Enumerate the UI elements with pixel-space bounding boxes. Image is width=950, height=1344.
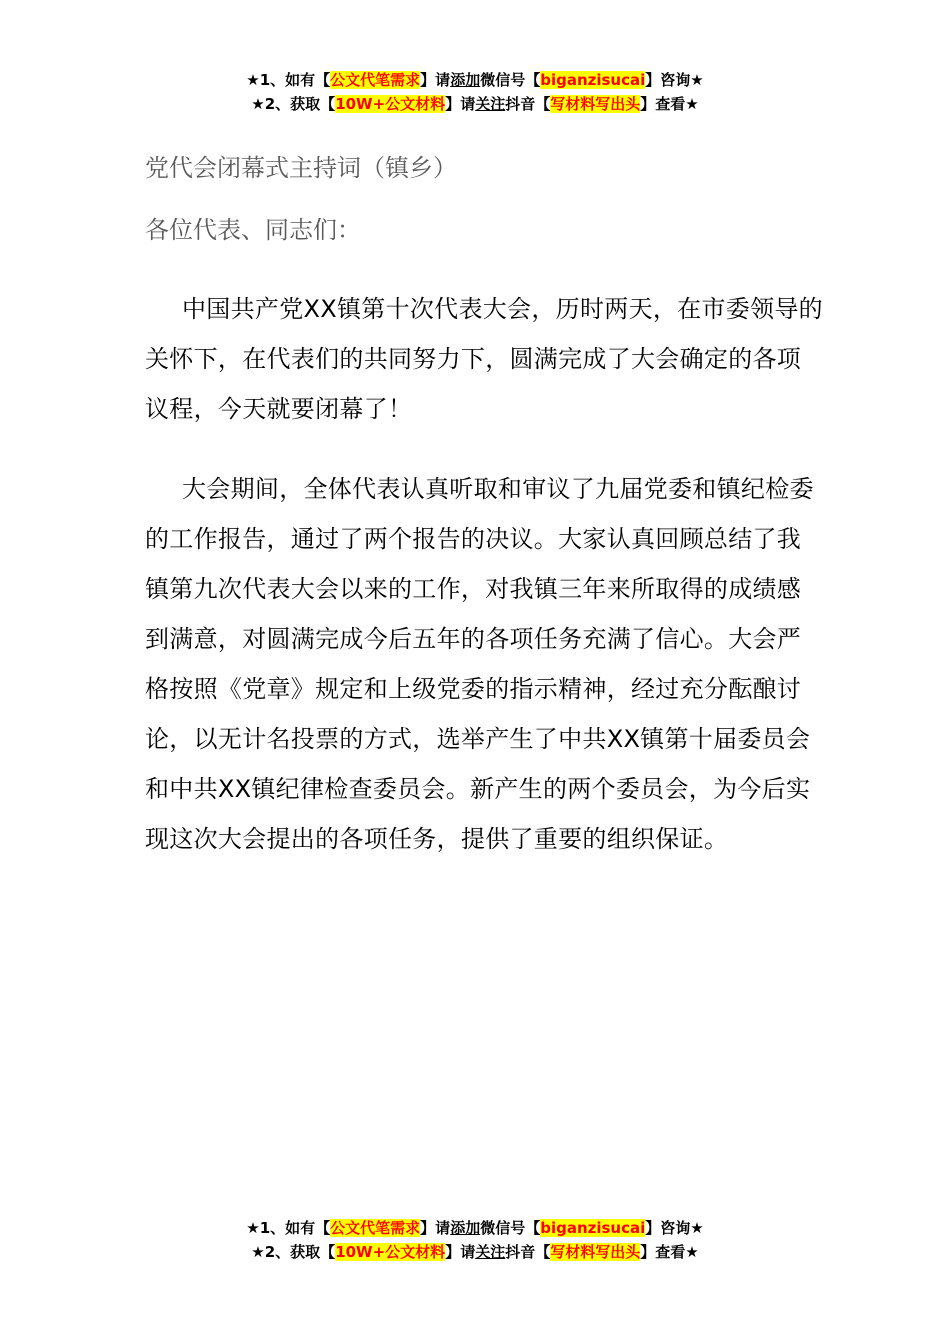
banner-line-1 — [0, 1216, 950, 1240]
banner-text: 微信号【 — [480, 71, 541, 89]
banner-highlight: 公文代笔需求 — [330, 1219, 421, 1237]
banner-highlight: 10W+公文材料 — [335, 1243, 446, 1261]
banner-highlight: 公文代笔需求 — [330, 71, 421, 89]
banner-line-1 — [0, 68, 950, 92]
greeting: 各位代表、同志们： — [145, 216, 361, 244]
banner-text: 抖音【 — [505, 95, 551, 113]
banner-text: ★2、获取【 — [251, 1243, 336, 1261]
banner-text: 】请 — [445, 95, 476, 113]
banner-text: 】查看★ — [640, 1243, 699, 1261]
banner-highlight: biganzisucai — [540, 1219, 646, 1237]
banner-line-2 — [0, 1240, 950, 1264]
paragraph: 中国共产党XX镇第十次代表大会，历时两天，在市委领导的关怀下，在代表们的共同努力下，圆满完成了大会确定的各项议程，今天就要闭幕了！ — [145, 295, 823, 423]
banner-text: 微信号【 — [480, 1219, 541, 1237]
header-banner — [0, 68, 950, 116]
document-title: 党代会闭幕式主持词（镇乡） — [145, 154, 457, 182]
banner-highlight: 10W+公文材料 — [335, 95, 446, 113]
banner-line-2 — [0, 92, 950, 116]
banner-text: 】请 — [420, 1219, 451, 1237]
footer-banner — [0, 1216, 950, 1264]
banner-text: ★2、获取【 — [251, 95, 336, 113]
banner-highlight: biganzisucai — [540, 71, 646, 89]
banner-text: 】查看★ — [640, 95, 699, 113]
banner-text: 】咨询★ — [645, 1219, 704, 1237]
banner-emphasis: 添加 — [450, 1219, 481, 1237]
banner-highlight: 写材料写出头 — [550, 1243, 641, 1261]
banner-text: ★1、如有【 — [246, 1219, 331, 1237]
banner-emphasis: 关注 — [475, 95, 506, 113]
banner-highlight: 写材料写出头 — [550, 95, 641, 113]
banner-text: 】请 — [420, 71, 451, 89]
banner-emphasis: 关注 — [475, 1243, 506, 1261]
banner-text: 】咨询★ — [645, 71, 704, 89]
banner-text: ★1、如有【 — [246, 71, 331, 89]
banner-text: 抖音【 — [505, 1243, 551, 1261]
paragraph: 大会期间，全体代表认真听取和审议了九届党委和镇纪检委的工作报告，通过了两个报告的决议。大家认真回顾总结了我镇第九次代表大会以来的工作，对我镇三年来所取得的成绩感到满意，对圆满完成今后五年的各项任务充满了信心。大会严格按照《党章》规定和上级党委的指示精神，经过充分酝酿讨论，以无计名投票的方式，选举产生了中共XX镇第十届委员会和中共XX镇纪律检查委员会。新产生的两个委员会，为今后实现这次大会提出的各项任务，提供了重要的组织保证。 — [145, 475, 814, 853]
document-body — [145, 148, 825, 864]
banner-emphasis: 添加 — [450, 71, 481, 89]
banner-text: 】请 — [445, 1243, 476, 1261]
